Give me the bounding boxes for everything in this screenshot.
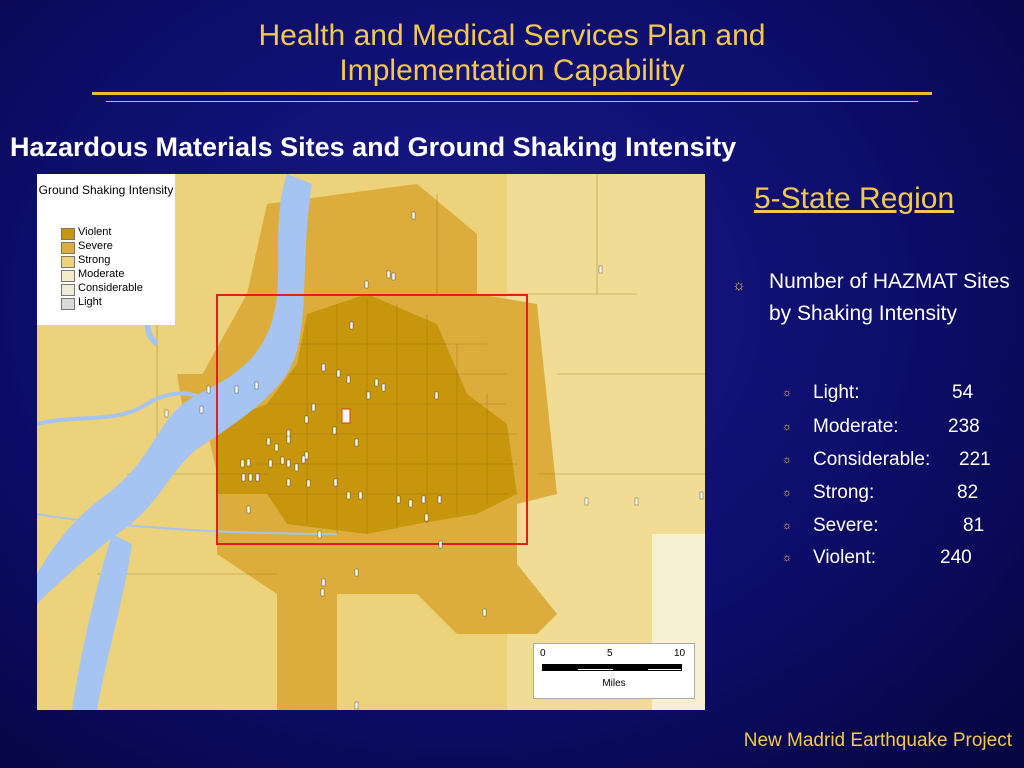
hazmat-site-icon bbox=[207, 386, 210, 393]
small-sun-bullet-icon: ☼ bbox=[782, 421, 793, 433]
hazmat-site-icon bbox=[392, 273, 395, 280]
hazmat-site-icon bbox=[165, 410, 168, 417]
hazmat-site-icon bbox=[281, 457, 284, 464]
hazmat-site-icon bbox=[269, 460, 272, 467]
title-underline-thin bbox=[106, 101, 918, 102]
hazmat-site-icon bbox=[355, 439, 358, 446]
hazmat-site-icon bbox=[347, 492, 350, 499]
legend-swatch bbox=[61, 228, 75, 240]
hazmat-site-icon bbox=[355, 702, 358, 709]
small-sun-bullet-icon: ☼ bbox=[782, 520, 793, 532]
hazmat-site-icon bbox=[347, 376, 350, 383]
hazmat-site-icon bbox=[367, 392, 370, 399]
count-label: Light: bbox=[813, 382, 860, 403]
hazmat-site-icon bbox=[287, 436, 290, 443]
legend-swatch bbox=[61, 256, 75, 268]
slide-title bbox=[0, 18, 1024, 88]
footer-credit: New Madrid Earthquake Project bbox=[743, 730, 1012, 751]
hazmat-site-icon bbox=[635, 498, 638, 505]
slide-subtitle: Hazardous Materials Sites and Ground Shaking Intensity bbox=[10, 132, 737, 162]
hazmat-site-icon bbox=[422, 496, 425, 503]
count-value: 81 bbox=[963, 515, 985, 536]
hazmat-site-icon bbox=[235, 386, 238, 393]
small-sun-bullet-icon: ☼ bbox=[782, 487, 793, 499]
hazmat-site-icon bbox=[249, 474, 252, 481]
hazmat-site-icon bbox=[483, 609, 486, 616]
title-line-2: Implementation Capability bbox=[339, 54, 685, 87]
legend-swatch bbox=[61, 284, 75, 296]
hazmat-site-icon bbox=[318, 531, 321, 538]
hazmat-site-icon bbox=[287, 460, 290, 467]
main-bullet-text: Number of HAZMAT Sites by Shaking Intensity bbox=[769, 270, 1010, 325]
sun-bullet-icon: ☼ bbox=[732, 277, 746, 294]
hazmat-site-icon bbox=[305, 452, 308, 459]
hazmat-site-icon bbox=[425, 514, 428, 521]
hazmat-site-icon bbox=[241, 460, 244, 467]
scale-bar bbox=[533, 643, 695, 699]
hazmat-site-icon bbox=[599, 266, 602, 273]
hazmat-site-icon bbox=[302, 456, 305, 463]
legend-label: Violent bbox=[78, 226, 112, 238]
hazmat-site-icon bbox=[382, 384, 385, 391]
hazmat-site-icon bbox=[322, 364, 325, 371]
small-sun-bullet-icon: ☼ bbox=[782, 387, 793, 399]
small-sun-bullet-icon: ☼ bbox=[782, 454, 793, 466]
hazmat-site-icon bbox=[438, 496, 441, 503]
legend-title: Ground Shaking Intensity bbox=[38, 183, 174, 197]
title-line-1: Health and Medical Services Plan and bbox=[258, 19, 766, 52]
small-sun-bullet-icon: ☼ bbox=[782, 552, 793, 564]
hazmat-site-icon bbox=[321, 589, 324, 596]
hazmat-site-icon bbox=[200, 406, 203, 413]
hazmat-site-icon bbox=[337, 370, 340, 377]
legend-label: Severe bbox=[78, 240, 113, 252]
count-value: 240 bbox=[940, 547, 972, 568]
hazmat-site-icon bbox=[350, 322, 353, 329]
hazmat-site-icon bbox=[365, 281, 368, 288]
hazmat-site-icon bbox=[397, 496, 400, 503]
scale-unit: Miles bbox=[602, 678, 626, 689]
hazmat-site-icon bbox=[359, 492, 362, 499]
hazmat-site-icon bbox=[312, 404, 315, 411]
hazmat-site-icon bbox=[255, 382, 258, 389]
scale-bar-checker bbox=[542, 668, 682, 671]
hazmat-site-icon bbox=[375, 379, 378, 386]
legend-swatch bbox=[61, 298, 75, 310]
map-legend bbox=[37, 174, 175, 325]
legend-label: Strong bbox=[78, 254, 111, 266]
scale-tick-0: 0 bbox=[540, 648, 546, 659]
hazmat-site-icon bbox=[439, 541, 442, 548]
hazmat-site-icon bbox=[275, 444, 278, 451]
legend-label: Moderate bbox=[78, 268, 125, 280]
legend-swatch bbox=[61, 242, 75, 254]
hazmat-site-icon bbox=[355, 569, 358, 576]
count-value: 238 bbox=[948, 416, 980, 437]
hazmat-site-icon bbox=[247, 506, 250, 513]
count-value: 82 bbox=[957, 482, 979, 503]
hazmat-site-icon bbox=[287, 479, 290, 486]
hazmat-site-icon bbox=[334, 479, 337, 486]
count-label: Violent: bbox=[813, 547, 877, 568]
hazmat-site-icon bbox=[242, 474, 245, 481]
hazmat-site-icon bbox=[435, 392, 438, 399]
hazmat-site-icon bbox=[305, 416, 308, 423]
count-label: Moderate: bbox=[813, 416, 899, 437]
hazmat-site-icon bbox=[387, 271, 390, 278]
legend-label: Considerable bbox=[78, 282, 143, 294]
legend-swatch bbox=[61, 270, 75, 282]
hazmat-site-icon bbox=[409, 500, 412, 507]
hazmat-site-icon bbox=[700, 492, 703, 499]
hazmat-site-icon bbox=[307, 480, 310, 487]
count-value: 54 bbox=[952, 382, 974, 403]
scale-tick-10: 10 bbox=[674, 648, 686, 659]
hazmat-site-icon bbox=[412, 212, 415, 219]
legend-label: Light bbox=[78, 296, 102, 308]
hazmat-site-icon bbox=[267, 438, 270, 445]
count-value: 221 bbox=[959, 449, 991, 470]
region-heading: 5-State Region bbox=[754, 182, 955, 215]
count-label: Severe: bbox=[813, 515, 879, 536]
hazmat-site-icon bbox=[333, 427, 336, 434]
scale-tick-5: 5 bbox=[607, 648, 613, 659]
hazmat-site-icon bbox=[585, 498, 588, 505]
hazmat-site-icon bbox=[295, 464, 298, 471]
city-center-marker bbox=[342, 409, 350, 423]
hazmat-site-icon bbox=[256, 474, 259, 481]
count-label: Considerable: bbox=[813, 449, 931, 470]
hazmat-site-icon bbox=[247, 459, 250, 466]
hazmat-site-icon bbox=[322, 579, 325, 586]
count-label: Strong: bbox=[813, 482, 875, 503]
title-underline bbox=[92, 92, 932, 95]
